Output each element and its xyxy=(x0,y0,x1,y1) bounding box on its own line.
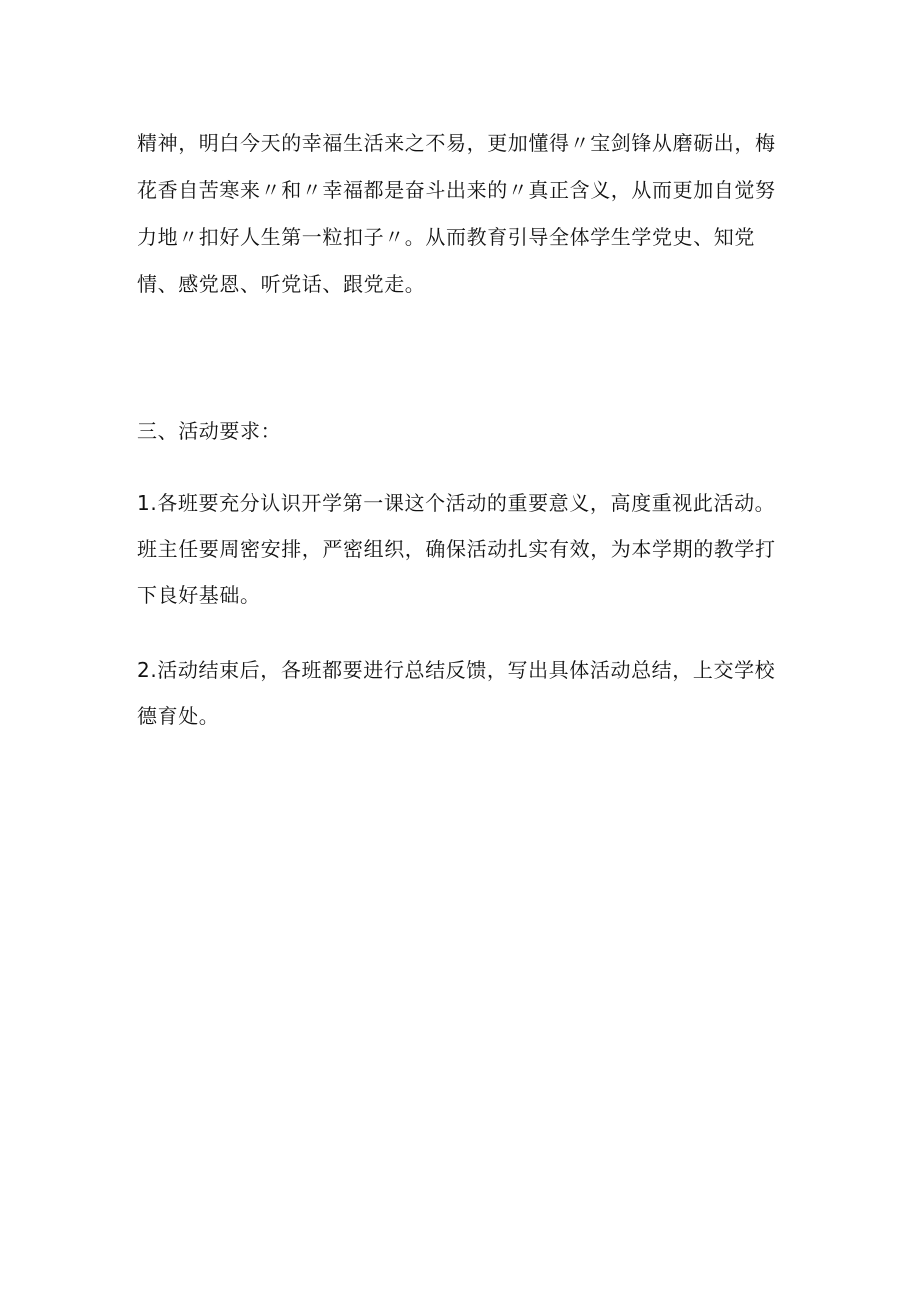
requirement-item-1: 1.各班要充分认识开学第一课这个活动的重要意义，高度重视此活动。班主任要周密安排，严密组织，确保活动扎实有效，为本学期的教学打下良好基础。 xyxy=(137,491,776,607)
section-heading-activity-requirements: 三、活动要求： xyxy=(137,419,282,443)
intro-continuation-paragraph: 精神，明白今天的幸福生活来之不易，更加懂得〃宝剑锋从磨砺出，梅花香自苦寒来〃和〃幸福都是奋斗出来的〃真正含义，从而更加自觉努力地〃扣好人生第一粒扣子〃。从而教育引导全体学生学党史、知党情、感党恩、听党话、跟党走。 xyxy=(137,131,776,296)
requirement-item-2: 2.活动结束后，各班都要进行总结反馈，写出具体活动总结，上交学校德育处。 xyxy=(137,658,776,728)
